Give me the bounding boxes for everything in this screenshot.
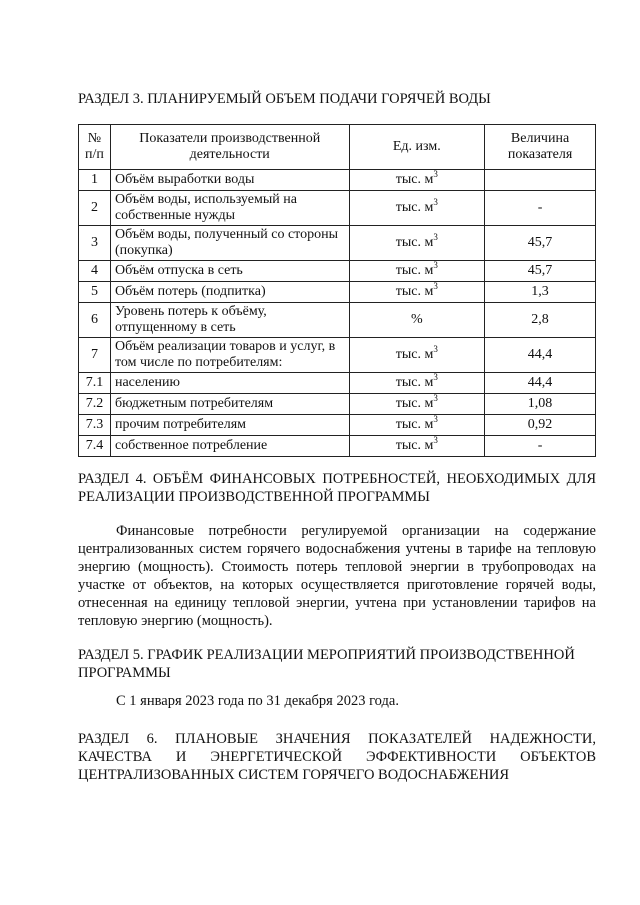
table-row [79, 282, 596, 303]
row-value-text: 45,7 [527, 235, 553, 250]
row-value [485, 394, 596, 415]
row-unit-text: тыс. м [395, 284, 434, 299]
col-header-unit: Ед. изм. [349, 125, 485, 170]
table-row [79, 191, 596, 226]
row-value [485, 170, 596, 191]
row-unit [349, 191, 485, 226]
table-header-row [79, 125, 596, 170]
unit-exponent: 3 [433, 197, 438, 207]
row-indicator [110, 226, 349, 261]
row-value-text: - [537, 200, 543, 215]
row-indicator-text: населению [114, 375, 180, 390]
section-4-paragraph: Финансовые потребности регулируемой организации на содержание централизованных систем горячего водоснабжения учтены в тарифе на тепловую энергию (мощность). Стоимость потерь тепловой энергии в трубопроводах на участке от объектов, на которых осуществляется приготовление горячей воды, отнесенная на единицу тепловой энергии, учтена при установлении тарифов на тепловую энергию (мощность). [78, 523, 596, 629]
row-number [79, 303, 111, 338]
unit-exponent: 3 [433, 232, 438, 242]
row-number [79, 373, 111, 394]
row-unit [349, 261, 485, 282]
row-unit-text: тыс. м [395, 438, 434, 453]
row-value [485, 415, 596, 436]
row-value-text: 44,4 [527, 347, 553, 362]
row-number [79, 394, 111, 415]
unit-exponent: 3 [433, 260, 438, 270]
row-number [79, 282, 111, 303]
table-row [79, 303, 596, 338]
table-row [79, 170, 596, 191]
row-number [79, 415, 111, 436]
row-number-text: 7.1 [85, 375, 104, 390]
row-unit [349, 394, 485, 415]
row-unit [349, 170, 485, 191]
row-number-text: 6 [90, 312, 98, 327]
row-unit-text: тыс. м [395, 375, 434, 390]
row-unit-text: тыс. м [395, 172, 434, 187]
row-unit [349, 373, 485, 394]
unit-exponent: 3 [433, 281, 438, 291]
table-row [79, 436, 596, 457]
col-header-indicator: Показатели производственной деятельности [110, 125, 349, 170]
col-header-num: № п/п [79, 125, 111, 170]
row-unit-text: тыс. м [395, 347, 434, 362]
row-number-text: 7 [90, 347, 98, 362]
row-number [79, 191, 111, 226]
table-row [79, 394, 596, 415]
unit-exponent: 3 [433, 435, 438, 445]
row-indicator-text: Объём воды, используемый на собственные нужды [114, 192, 297, 223]
row-number [79, 338, 111, 373]
row-value [485, 303, 596, 338]
row-indicator [110, 338, 349, 373]
row-unit [349, 226, 485, 261]
row-indicator [110, 373, 349, 394]
row-unit [349, 303, 485, 338]
row-indicator [110, 282, 349, 303]
section-5-heading: РАЗДЕЛ 5. ГРАФИК РЕАЛИЗАЦИИ МЕРОПРИЯТИЙ ПРОИЗВОДСТВЕННОЙ ПРОГРАММЫ [78, 647, 575, 681]
row-number [79, 261, 111, 282]
row-indicator-text: собственное потребление [114, 438, 268, 453]
row-unit-text: тыс. м [395, 417, 434, 432]
row-unit [349, 338, 485, 373]
row-indicator [110, 191, 349, 226]
section-4-heading: РАЗДЕЛ 4. ОБЪЁМ ФИНАНСОВЫХ ПОТРЕБНОСТЕЙ, НЕОБХОДИМЫХ ДЛЯ РЕАЛИЗАЦИИ ПРОИЗВОДСТВЕННОЙ ПРОГРАММЫ [78, 471, 596, 505]
row-unit [349, 436, 485, 457]
row-number-text: 2 [90, 200, 98, 215]
row-unit [349, 415, 485, 436]
row-indicator-text: Объём потерь (подпитка) [114, 284, 266, 299]
row-value [485, 191, 596, 226]
row-number-text: 4 [90, 263, 98, 278]
row-indicator-text: прочим потребителям [114, 417, 247, 432]
unit-exponent: 3 [433, 372, 438, 382]
row-value-text: - [537, 438, 543, 453]
row-indicator-text: Объём выработки воды [114, 172, 255, 187]
section-6-heading: РАЗДЕЛ 6. ПЛАНОВЫЕ ЗНАЧЕНИЯ ПОКАЗАТЕЛЕЙ НАДЕЖНОСТИ, КАЧЕСТВА И ЭНЕРГЕТИЧЕСКОЙ ЭФФЕКТИВНОСТИ ОБЪЕКТОВ ЦЕНТРАЛИЗОВАННЫХ СИСТЕМ ГОРЯЧЕГО ВОДОСНАБЖЕНИЯ [78, 731, 596, 783]
row-indicator-text: Объём реализации товаров и услуг, в том числе по потребителям: [114, 339, 336, 370]
table-row [79, 415, 596, 436]
table-row [79, 261, 596, 282]
row-value [485, 338, 596, 373]
unit-exponent: 3 [433, 344, 438, 354]
row-unit-text: тыс. м [395, 263, 434, 278]
col-header-value: Величина показателя [485, 125, 596, 170]
unit-exponent: 3 [433, 393, 438, 403]
row-indicator [110, 394, 349, 415]
row-value-text: 1,3 [531, 284, 549, 299]
row-indicator-text: бюджетным потребителям [114, 396, 274, 411]
row-indicator [110, 170, 349, 191]
row-indicator [110, 415, 349, 436]
unit-exponent: 3 [433, 414, 438, 424]
row-value [485, 261, 596, 282]
table-body [79, 170, 596, 457]
row-value [485, 226, 596, 261]
row-value [485, 282, 596, 303]
row-number-text: 7.4 [85, 438, 104, 453]
row-unit-text: тыс. м [395, 235, 434, 250]
row-value-text: 44,4 [527, 375, 553, 390]
row-unit-text: тыс. м [395, 396, 434, 411]
row-number-text: 3 [90, 235, 98, 250]
row-value-text: 1,08 [527, 396, 553, 411]
row-number [79, 436, 111, 457]
section-3-heading: РАЗДЕЛ 3. ПЛАНИРУЕМЫЙ ОБЪЕМ ПОДАЧИ ГОРЯЧЕЙ ВОДЫ [78, 91, 491, 107]
row-value [485, 436, 596, 457]
table-row [79, 373, 596, 394]
table-row [79, 338, 596, 373]
row-value [485, 373, 596, 394]
row-value-text: 2,8 [531, 312, 549, 327]
row-indicator-text: Уровень потерь к объёму, отпущенному в сеть [114, 304, 267, 335]
row-number-text: 5 [90, 284, 98, 299]
row-number-text: 7.2 [85, 396, 104, 411]
row-value-text: 0,92 [527, 417, 553, 432]
row-number-text: 7.3 [85, 417, 104, 432]
row-indicator [110, 436, 349, 457]
row-indicator [110, 303, 349, 338]
unit-exponent: 3 [433, 169, 438, 179]
row-indicator-text: Объём отпуска в сеть [114, 263, 243, 278]
hot-water-volume-table [78, 124, 596, 457]
row-unit [349, 282, 485, 303]
row-number [79, 226, 111, 261]
row-unit-text: % [410, 312, 423, 327]
row-unit-text: тыс. м [395, 200, 434, 215]
table-row [79, 226, 596, 261]
row-value-text: 45,7 [527, 263, 553, 278]
row-indicator-text: Объём воды, полученный со стороны (покупка) [114, 227, 338, 258]
row-indicator [110, 261, 349, 282]
row-number [79, 170, 111, 191]
section-5-schedule-text: С 1 января 2023 года по 31 декабря 2023 года. [116, 693, 399, 709]
row-number-text: 1 [90, 172, 98, 187]
